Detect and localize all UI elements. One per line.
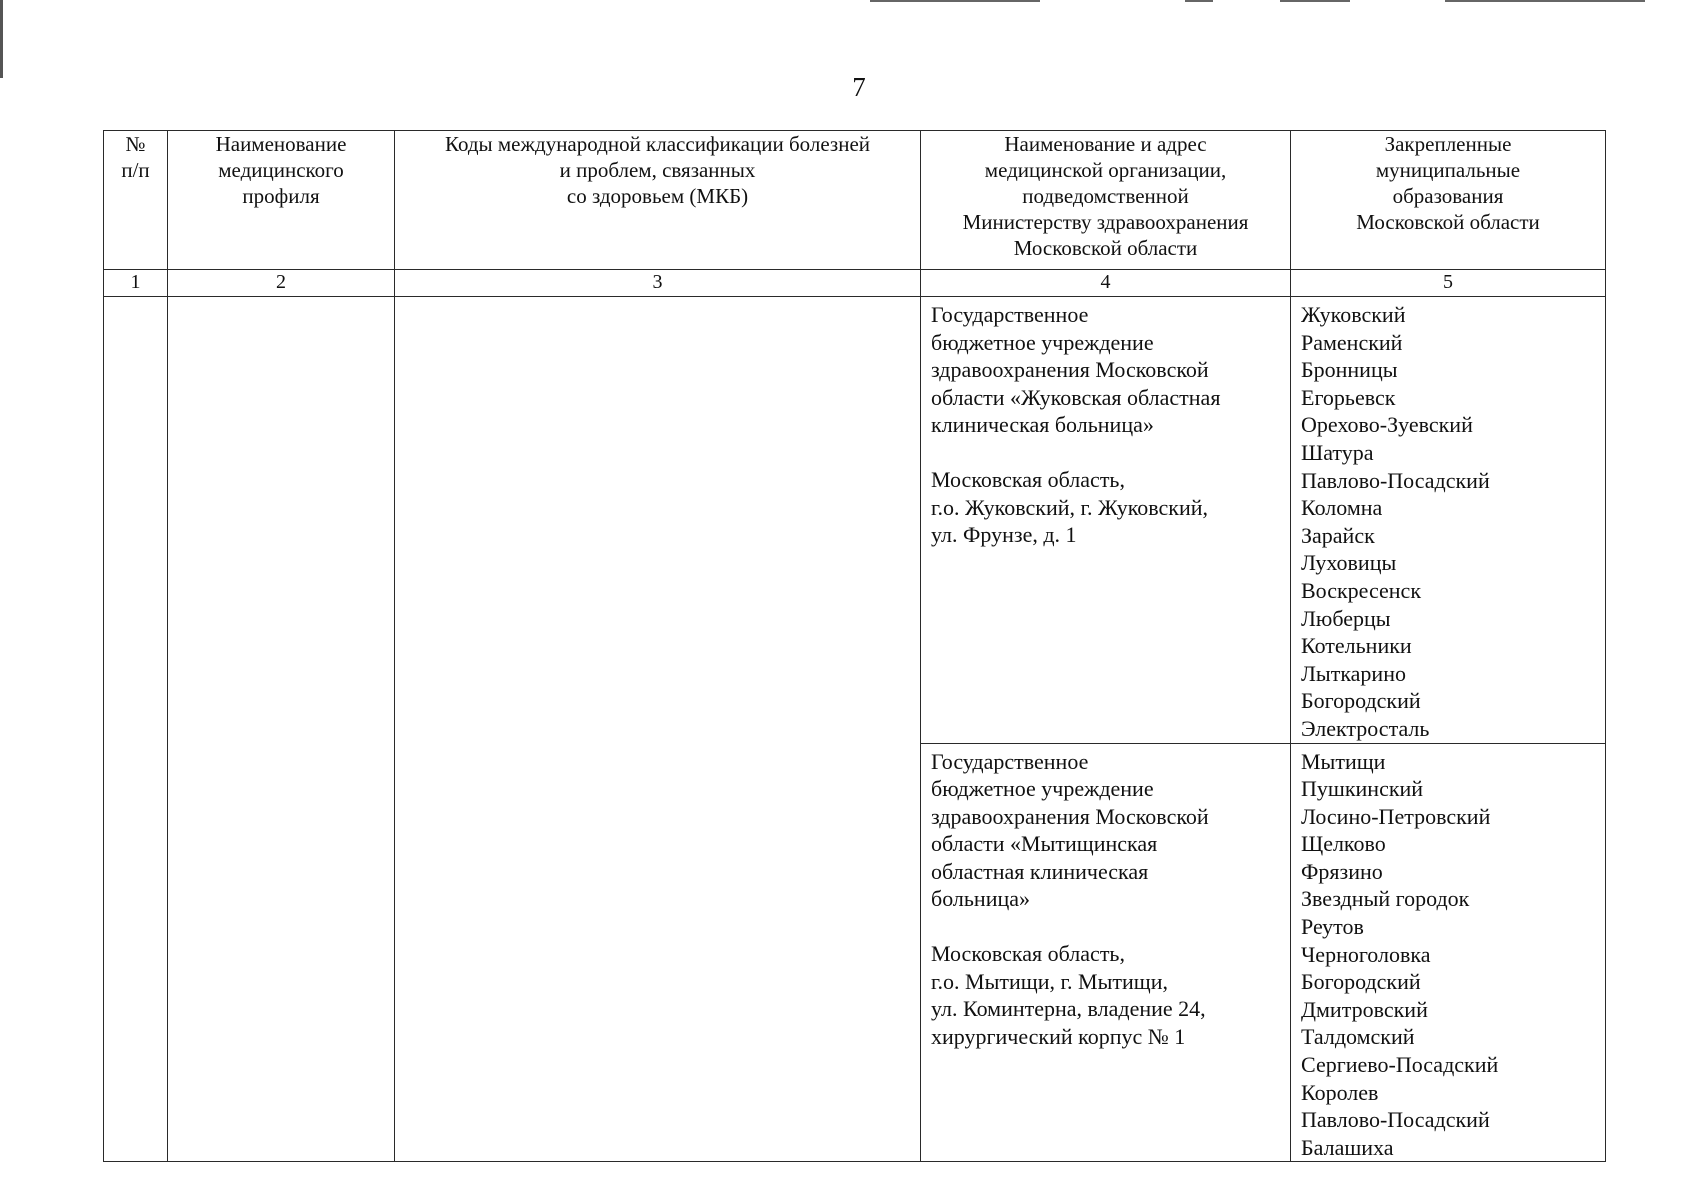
header-line: муниципальные xyxy=(1375,158,1521,182)
municipality-item: Бронницы xyxy=(1301,357,1398,383)
organization-block xyxy=(921,744,1290,1150)
header-line: п/п xyxy=(121,158,150,182)
header-line: Министерству здравоохранения xyxy=(962,210,1249,234)
header-cell xyxy=(104,131,168,270)
municipality-item: Электросталь xyxy=(1301,715,1430,741)
column-number: 2 xyxy=(168,270,395,297)
header-line: медицинской организации, xyxy=(984,158,1227,182)
municipality-item: Богородский xyxy=(1301,969,1421,995)
municipality-item: Лосино-Петровский xyxy=(1301,803,1491,829)
header-line: Закрепленные xyxy=(1384,132,1512,156)
municipality-list xyxy=(1291,297,1605,743)
scan-mark xyxy=(1280,0,1350,2)
municipality-item: Зарайск xyxy=(1301,522,1375,548)
scan-mark xyxy=(1445,0,1645,2)
icd-codes-cell xyxy=(395,297,921,1162)
text-line: г.о. Мытищи, г. Мытищи, xyxy=(931,968,1168,994)
spacer xyxy=(931,913,1282,940)
profile-cell xyxy=(168,297,395,1162)
municipality-item: Фрязино xyxy=(1301,858,1383,884)
municipality-item: Раменский xyxy=(1301,329,1403,355)
scan-mark xyxy=(1185,0,1213,2)
municipality-item: Люберцы xyxy=(1301,605,1391,631)
text-line: г.о. Жуковский, г. Жуковский, xyxy=(931,494,1209,520)
text-line: клиническая больница» xyxy=(931,412,1154,438)
table-row xyxy=(104,297,1606,744)
text-line: областная клиническая xyxy=(931,858,1149,884)
text-line: области «Жуковская областная xyxy=(931,384,1221,410)
municipality-list xyxy=(1291,744,1605,1162)
header-text xyxy=(168,131,394,209)
municipality-item: Павлово-Посадский xyxy=(1301,467,1490,493)
scan-edge xyxy=(0,0,3,78)
municipality-item: Реутов xyxy=(1301,914,1364,940)
municipalities-cell xyxy=(1291,743,1606,1162)
text-line: больница» xyxy=(931,886,1030,912)
header-line: Наименование xyxy=(215,132,347,156)
header-line: Коды международной классификации болезней xyxy=(444,132,871,156)
municipality-item: Сергиево-Посадский xyxy=(1301,1052,1499,1078)
municipality-item: Звездный городок xyxy=(1301,886,1470,912)
page-number: 7 xyxy=(852,72,866,102)
text-line: здравоохранения Московской xyxy=(931,357,1209,383)
header-line: со здоровьем (МКБ) xyxy=(566,184,749,208)
text-line: хирургический корпус № 1 xyxy=(931,1023,1186,1049)
column-number: 3 xyxy=(395,270,921,297)
header-line: Московской области xyxy=(1013,236,1198,260)
text-line: ул. Коминтерна, владение 24, xyxy=(931,996,1206,1022)
header-line: и проблем, связанных xyxy=(559,158,756,182)
municipality-item: Талдомский xyxy=(1301,1024,1415,1050)
municipality-item: Жуковский xyxy=(1301,302,1406,327)
municipality-item: Луховицы xyxy=(1301,550,1397,576)
municipality-item: Лыткарино xyxy=(1301,660,1406,686)
header-text xyxy=(1291,131,1605,235)
scan-mark xyxy=(870,0,1040,2)
municipality-item: Егорьевск xyxy=(1301,384,1396,410)
text-line: Московская область, xyxy=(931,466,1125,492)
column-number-row xyxy=(104,270,1606,297)
header-cell xyxy=(168,131,395,270)
header-cell xyxy=(1291,131,1606,270)
text-line: области «Мытищинская xyxy=(931,831,1158,857)
municipality-item: Мытищи xyxy=(1301,748,1386,774)
header-line: Наименование и адрес xyxy=(1004,132,1207,156)
header-text xyxy=(921,131,1290,261)
header-line: подведомственной xyxy=(1022,184,1189,208)
column-number: 5 xyxy=(1291,270,1606,297)
text-line: ул. Фрунзе, д. 1 xyxy=(931,522,1077,548)
municipality-item: Воскресенск xyxy=(1301,577,1422,603)
text-line: Государственное xyxy=(931,748,1089,774)
organization-address xyxy=(931,466,1282,549)
municipality-item: Королев xyxy=(1301,1079,1379,1105)
organization-block xyxy=(921,297,1290,729)
text-line: бюджетное учреждение xyxy=(931,329,1154,355)
header-cell xyxy=(921,131,1291,270)
header-line: медицинского xyxy=(218,158,344,182)
municipality-item: Щелково xyxy=(1301,831,1386,857)
text-line: Московская область, xyxy=(931,941,1125,967)
municipality-item: Дмитровский xyxy=(1301,996,1428,1022)
text-line: Государственное xyxy=(931,302,1089,327)
header-line: профиля xyxy=(242,184,320,208)
municipalities-cell xyxy=(1291,297,1606,744)
municipality-item: Котельники xyxy=(1301,633,1412,659)
header-cell xyxy=(395,131,921,270)
header-line: № xyxy=(125,132,146,156)
text-line: здравоохранения Московской xyxy=(931,803,1209,829)
municipality-item: Богородский xyxy=(1301,688,1421,714)
column-number: 4 xyxy=(921,270,1291,297)
organization-address xyxy=(931,940,1282,1050)
municipality-item: Павлово-Посадский xyxy=(1301,1107,1490,1133)
organization-cell xyxy=(921,297,1291,744)
municipality-item: Орехово-Зуевский xyxy=(1301,412,1473,438)
header-row xyxy=(104,131,1606,270)
municipality-item: Пушкинский xyxy=(1301,776,1424,802)
header-line: Московской области xyxy=(1356,210,1540,234)
header-text xyxy=(104,131,167,183)
organization-name xyxy=(931,301,1282,439)
column-number: 1 xyxy=(104,270,168,297)
municipality-item: Шатура xyxy=(1301,439,1374,465)
municipality-item: Балашиха xyxy=(1301,1134,1394,1160)
header-line: образования xyxy=(1392,184,1504,208)
row-number-cell xyxy=(104,297,168,1162)
municipality-item: Коломна xyxy=(1301,495,1383,521)
organization-name xyxy=(931,748,1282,914)
spacer xyxy=(931,439,1282,466)
organization-cell xyxy=(921,743,1291,1162)
text-line: бюджетное учреждение xyxy=(931,776,1154,802)
document-table xyxy=(103,130,1606,1162)
municipality-item: Черноголовка xyxy=(1301,941,1431,967)
header-text xyxy=(395,131,920,209)
